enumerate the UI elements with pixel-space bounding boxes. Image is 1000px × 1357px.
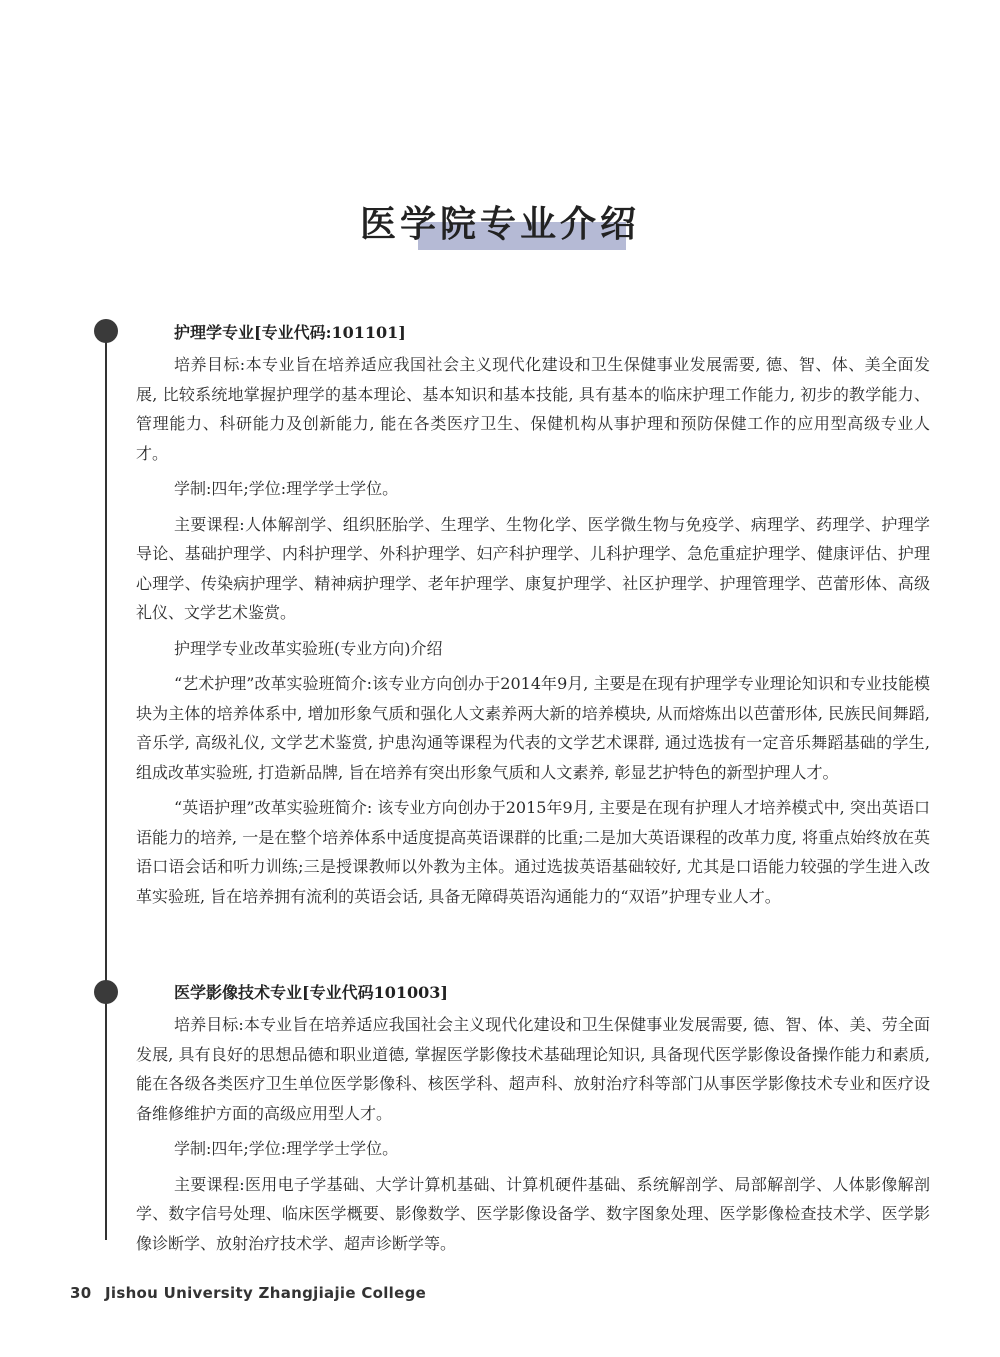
paragraph-duration-degree: 学制:四年;学位:理学学士学位。 [174,479,399,498]
page-number: 30 [70,1284,92,1302]
section-heading: 医学影像技术专业[专业代码101003] [174,983,448,1002]
timeline-line [105,330,107,1240]
paragraph-main-courses: 主要课程:医用电子学基础、大学计算机基础、计算机硬件基础、系统解剖学、局部解剖学、人体影像解剖学、数字信号处理、临床医学概要、影像数学、医学影像设备学、数字图象处理、医学影像检查技术学、医学影像诊断学、放射治疗技术学、超声诊断学等。 [136,1174,930,1253]
paragraph-english-nursing: “英语护理”改革实验班简介: 该专业方向创办于2015年9月, 主要是在现有护理人才培养模式中, 突出英语口语能力的培养, 一是在整个培养体系中适度提高英语课群的比重;二是加大英语课程的改革力度, 将重点始终放在英语口语会话和听力训练;三是授课教师以外教为主体。通过选拔英语基础较好, 尤其是口语能力较强的学生进入改革实验班, 旨在培养拥有流利的英语会话, 具备无障碍英语沟通能力的“双语”护理专业人才。 [136,798,930,906]
paragraph-duration-degree: 学制:四年;学位:理学学士学位。 [174,1139,399,1158]
paragraph-art-nursing: “艺术护理”改革实验班简介:该专业方向创办于2014年9月, 主要是在现有护理学专业理论知识和专业技能模块为主体的培养体系中, 增加形象气质和强化人文素养两大新的培养模块, 从而熔炼出以芭蕾形体, 民族民间舞蹈, 音乐学, 高级礼仪, 文学艺术鉴赏, 护患沟通等课程为代表的文学艺术课群, 通过选拔有一定音乐舞蹈基础的学生, 组成改革实验班, 打造新品牌, 旨在培养有突出形象气质和人文素养, 彰显艺护特色的新型护理人才。 [136,674,930,782]
section-heading: 护理学专业[专业代码:101101] [174,323,406,342]
paragraph-training-goal: 培养目标:本专业旨在培养适应我国社会主义现代化建设和卫生保健事业发展需要, 德、智、体、美全面发展, 比较系统地掌握护理学的基本理论、基本知识和基本技能, 具有基本的临床护理工作能力, 初步的教学能力、管理能力、科研能力及创新能力, 能在各类医疗卫生、保健机构从事护理和预防保健工作的应用型高级专业人才。 [136,355,930,463]
paragraph-main-courses: 主要课程:人体解剖学、组织胚胎学、生理学、生物化学、医学微生物与免疫学、病理学、药理学、护理学导论、基础护理学、内科护理学、外科护理学、妇产科护理学、儿科护理学、急危重症护理学、健康评估、护理心理学、传染病护理学、精神病护理学、老年护理学、康复护理学、社区护理学、护理管理学、芭蕾形体、高级礼仪、文学艺术鉴赏。 [136,514,930,622]
timeline-dot-nursing [94,319,118,343]
paragraph-reform-class-intro: 护理学专业改革实验班(专业方向)介绍 [174,638,443,658]
timeline-dot-imaging [94,980,118,1004]
paragraph-training-goal: 培养目标:本专业旨在培养适应我国社会主义现代化建设和卫生保健事业发展需要, 德、智、体、美、劳全面发展, 具有良好的思想品德和职业道德, 掌握医学影像技术基础理论知识, 具备现代医学影像设备操作能力和素质, 能在各级各类医疗卫生单位医学影像科、核医学科、超声科、放射治疗科等部门从事医学影像技术专业和医疗设备维修维护方面的高级应用型人才。 [136,1015,930,1123]
section-nursing [136,318,930,917]
page-title-block [0,200,1000,260]
page-title: 医学院专业介绍 [359,203,640,245]
section-medical-imaging [136,978,930,1264]
college-name: Jishou University Zhangjiajie College [105,1284,427,1302]
page-footer [70,1284,426,1302]
